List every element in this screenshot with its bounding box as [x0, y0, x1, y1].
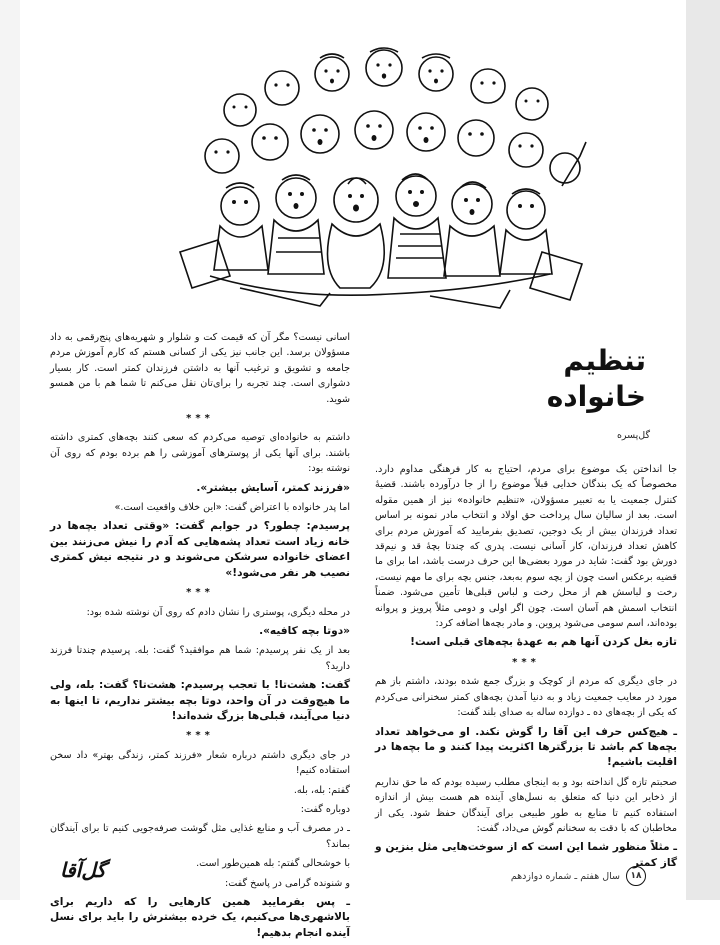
issue-info: سال هفتم ـ شماره دوازدهم	[510, 870, 620, 882]
paragraph: اما پدر خانواده با اعتراض گفت: «این خلاف واقعیت است.»	[114, 502, 350, 514]
bold-quote: ـ پس بفرمایید همین کارهایی را که داریم برای بالاشهری‌ها می‌کنیم، یک خرده بیشترش را باید برای نسل آینده انجام بدهیم!	[50, 896, 350, 939]
bold-quote: «فرزند کمتر، آسایش بیشتر».	[196, 481, 350, 494]
bold-quote: ـ مثلاً منظور شما این است که از سوخت‌هایی مثل بنزین و گاز کمتر	[375, 841, 677, 869]
author-byline: گل‌پسره	[616, 430, 650, 441]
paragraph: و شنونده گرامی در پاسخ گفت:	[225, 877, 350, 889]
right-margin-edge	[686, 0, 720, 900]
page-number: ۱۸	[626, 866, 646, 886]
paragraph: صحبتم تازه گل انداخته بود و به اینجای مطلب رسیده بودم که ما حق نداریم از ذخایر این دنیا که متعلق به نسل‌های آینده هم هست بیش از اندازه استفاده کنیم تا منابع به طور طبیعی برای آیندگان حفظ شود. یکی از مخاطبان که با دقت به سخنانم گوش می‌داد، گفت:	[375, 776, 677, 834]
article-title: تنظیم خانواده	[546, 344, 646, 413]
paragraph: گفتم: بله، بله.	[293, 784, 350, 796]
paragraph: اسانی نیست؟ مگر آن که قیمت کت و شلوار و شهریه‌های پنج‌رقمی به داد مسؤولان برسد. این جانب نیز یکی از کسانی هستم که کارم آموزش مردم جامعه و تشویق و ترغیب آنها به داشتن فرزندان کمتر است. کار بسیار دشواری است. چند تجربه را برای‌تان نقل می‌کنم تا شما هم با من همسو شوید.	[50, 332, 350, 405]
paragraph: دوباره گفت:	[300, 803, 350, 815]
magazine-logo: گل‌آقا	[60, 858, 106, 882]
paragraph: با خوشحالی گفتم: بله همین‌طور است.	[196, 858, 350, 870]
crowd-of-children-illustration	[170, 38, 590, 326]
magazine-page	[20, 0, 686, 939]
left-text-column	[50, 330, 350, 945]
bold-quote: «دوتا بچه کافیه».	[259, 624, 350, 637]
section-separator: ***	[186, 587, 214, 599]
paragraph: ـ در مصرف آب و منابع غذایی مثل گوشت صرفه‌جویی کنیم تا برای آیندگان بماند؟	[50, 823, 350, 850]
paragraph: داشتم به خانواده‌ای توصیه می‌کردم که سعی کنند بچه‌های کمتری داشته باشند. برای آنها یکی از پوسترهای آموزشی را هم برده بودم که روی آن نوشته بود:	[50, 432, 350, 475]
section-separator: ***	[512, 656, 540, 668]
paragraph: در جای دیگری که مردم از کوچک و بزرگ جمع شده بودند، داشتم باز هم مورد در معایب جمعیت زیاد و به دنیا آمدن بچه‌های کمتر سخنرانی می‌کردم که یکی از بچه‌های ده ـ دوازده ساله به صدای بلند گفت:	[375, 676, 677, 719]
paragraph: در محله دیگری، پوستری را نشان دادم که روی آن نوشته شده بود:	[86, 606, 350, 618]
paragraph: بعد از یک نفر پرسیدم: شما هم موافقید؟ گفت: بله. پرسیدم چندتا فرزند دارید؟	[50, 645, 350, 672]
page-footer	[511, 866, 646, 886]
right-text-column	[375, 462, 677, 875]
bold-quote: گفت: هشت‌تا! با تعجب پرسیدم: هشت‌تا؟ گفت: بله، ولی ما هیچ‌وقت در آن واحد، دوتا بچه بیشتر نداریم، تا اینها به دنیا می‌آیند، قبلی‌ها بزرگ شده‌اند!	[50, 679, 350, 722]
bold-quote: ـ هیچ‌کس حرف این آقا را گوش نکند. او می‌خواهد تعداد بچه‌ها کم باشد تا بزرگترها اکثریت پیدا کنند و ما بچه‌ها در اقلیت باشیم!	[375, 725, 677, 769]
paragraph: در جای دیگری داشتم درباره شعار «فرزند کمتر، زندگی بهتر» داد سخن استفاده کنیم!	[50, 749, 350, 777]
section-separator: ***	[186, 730, 214, 742]
bold-quote: پرسیدم: چطور؟ در جوابم گفت: «وقتی تعداد بچه‌ها در خانه زیاد است تعداد پشه‌هایی که آدم را نیش می‌زنند بین اعضای خانواده سرشکن می‌شوند و در نتیجه نیش کمتری نصیب هر نفر می‌شود!»	[50, 520, 350, 579]
bold-quote: تازه بغل کردن آنها هم به عهدهٔ بچه‌های قبلی است!	[410, 636, 677, 649]
section-separator: ***	[186, 413, 214, 425]
paragraph: جا انداختن یک موضوع برای مردم، احتیاج به کار فرهنگی مداوم دارد. مخصوصاً که یک بندگان خدایی قبلاً موضوع را از جا درآورده باشند. قضیهٔ کنترل جمعیت یا به تعبیر مسؤولان، «تنظیم خانواده» نیز از همین مقوله است. بعد از سالیان سال پرداخت حق اولاد و انتخاب مادر نمونه بر اساس تعداد فرزندان بیش از یک دوجین، تصدیق بفرمایید که آموزش مردم برای کاهش تعداد فرزندان، کار آسانی نیست. پدری که چندتا بچهٔ قد و نیم‌قد دورش بود گفت: شاید در مورد بعضی‌ها این حرف درست باشد، اما برای ما قضیه برعکس است چون از بچه سوم به‌بعد، جنس بچه برای ما مهم نیست، رخت و لباسش هم از محل رخت و لباس قبلی‌ها تأمین می‌شود. ضمناً انتخاب اسمش هم آسان است. چون اگر اولی و دومی مثلاً پرویز و پروانه بوده‌اند، اسم سومی می‌شود پروین. و مادر بچه‌ها اضافه کرد:	[375, 464, 677, 630]
left-margin-edge	[0, 0, 20, 900]
